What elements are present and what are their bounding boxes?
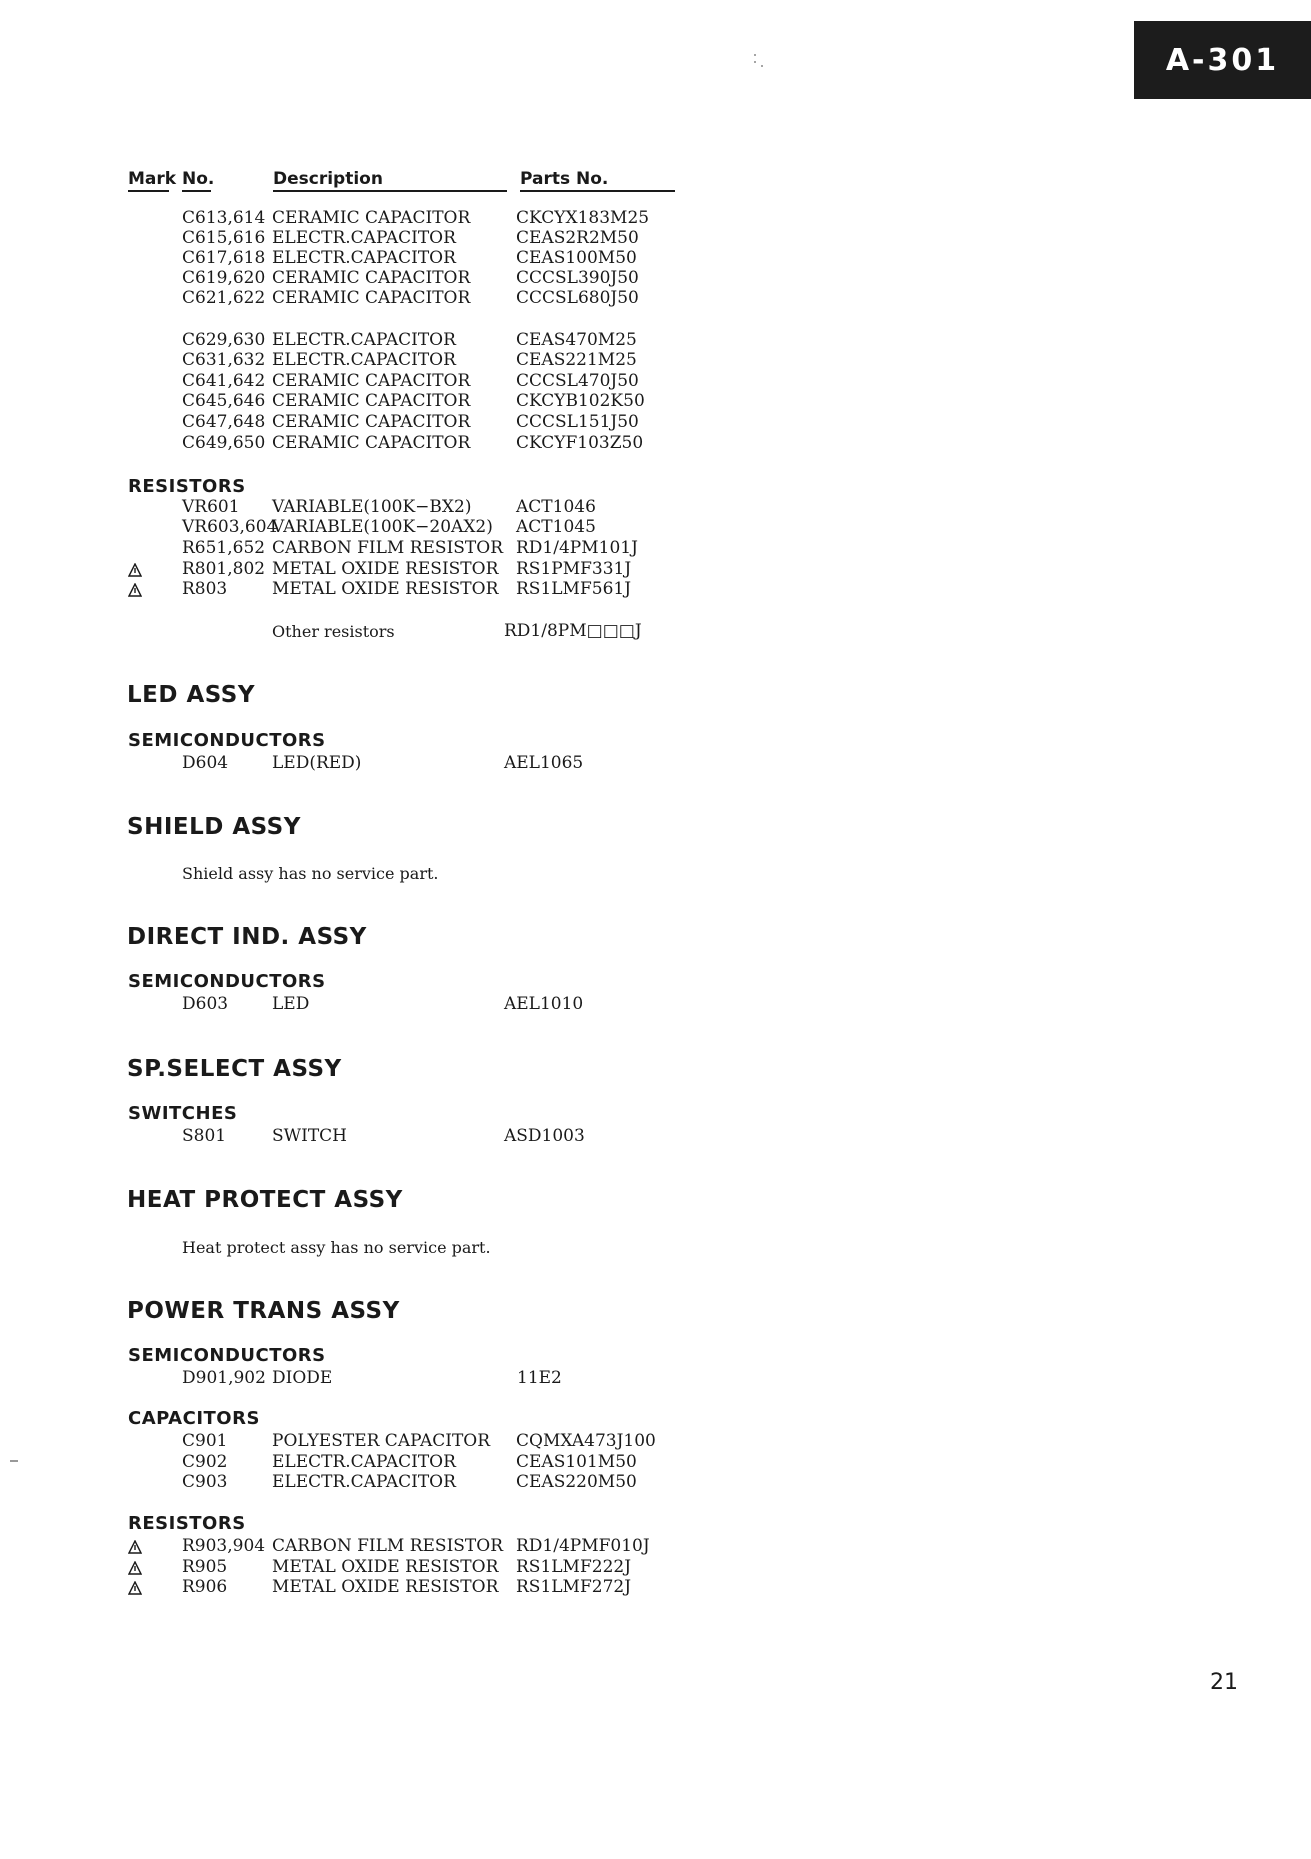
part-description: VARIABLE(100K−20AX2) bbox=[272, 517, 493, 537]
part-no: C645,646 bbox=[182, 391, 266, 411]
category-heading: SEMICONDUCTORS bbox=[128, 1345, 326, 1366]
part-number: RS1PMF331J bbox=[516, 559, 632, 579]
part-number: ASD1003 bbox=[504, 1126, 585, 1146]
part-no: R651,652 bbox=[182, 538, 266, 558]
part-number: RS1LMF222J bbox=[516, 1557, 632, 1577]
part-description: CERAMIC CAPACITOR bbox=[272, 391, 471, 411]
part-description: LED bbox=[272, 994, 310, 1014]
safety-warning-icon bbox=[128, 1539, 142, 1558]
header-underline-no bbox=[182, 190, 211, 192]
part-description: DIODE bbox=[272, 1368, 333, 1388]
part-description: CERAMIC CAPACITOR bbox=[272, 412, 471, 432]
header-underline-description bbox=[273, 190, 507, 192]
part-number: CCCSL151J50 bbox=[516, 412, 639, 432]
assy-heading-led: LED ASSY bbox=[127, 682, 256, 708]
part-description: SWITCH bbox=[272, 1126, 348, 1146]
part-description: CERAMIC CAPACITOR bbox=[272, 288, 471, 308]
part-no: D901,902 bbox=[182, 1368, 266, 1388]
part-description: CERAMIC CAPACITOR bbox=[272, 268, 471, 288]
part-number: CCCSL680J50 bbox=[516, 288, 639, 308]
part-no: VR601 bbox=[182, 497, 240, 517]
assy-heading-shield: SHIELD ASSY bbox=[127, 814, 301, 840]
part-no: C902 bbox=[182, 1452, 228, 1472]
part-number: AEL1065 bbox=[504, 753, 584, 773]
category-heading: CAPACITORS bbox=[128, 1408, 260, 1429]
part-number: CEAS2R2M50 bbox=[516, 228, 639, 248]
part-description: METAL OXIDE RESISTOR bbox=[272, 579, 499, 599]
part-no: C631,632 bbox=[182, 350, 266, 370]
part-number: CEAS221M25 bbox=[516, 350, 637, 370]
part-number: CKCYB102K50 bbox=[516, 391, 645, 411]
category-heading: SEMICONDUCTORS bbox=[128, 730, 326, 751]
part-number: CEAS101M50 bbox=[516, 1452, 637, 1472]
part-number: CCCSL390J50 bbox=[516, 268, 639, 288]
assy-heading-direct-ind: DIRECT IND. ASSY bbox=[127, 924, 367, 950]
model-badge: A-301 bbox=[1134, 21, 1311, 99]
safety-warning-icon bbox=[128, 1560, 142, 1579]
part-description: ELECTR.CAPACITOR bbox=[272, 330, 456, 350]
part-description: ELECTR.CAPACITOR bbox=[272, 1472, 456, 1492]
part-no: C647,648 bbox=[182, 412, 266, 432]
header-no: No. bbox=[182, 169, 215, 189]
part-number: RD1/4PMF010J bbox=[516, 1536, 650, 1556]
category-heading: SEMICONDUCTORS bbox=[128, 971, 326, 992]
part-number: CEAS100M50 bbox=[516, 248, 637, 268]
part-no: C619,620 bbox=[182, 268, 266, 288]
part-description: CARBON FILM RESISTOR bbox=[272, 1536, 504, 1556]
header-underline-mark bbox=[128, 190, 169, 192]
no-service-note: Shield assy has no service part. bbox=[182, 864, 439, 883]
part-number: RS1LMF272J bbox=[516, 1577, 632, 1597]
part-no: C617,618 bbox=[182, 248, 266, 268]
category-heading: RESISTORS bbox=[128, 476, 246, 497]
part-no: D604 bbox=[182, 753, 229, 773]
header-mark: Mark bbox=[128, 169, 177, 189]
part-number: AEL1010 bbox=[504, 994, 584, 1014]
part-no: C615,616 bbox=[182, 228, 266, 248]
safety-warning-icon bbox=[128, 1580, 142, 1599]
part-description: VARIABLE(100K−BX2) bbox=[272, 497, 472, 517]
assy-heading-sp-select: SP.SELECT ASSY bbox=[127, 1056, 342, 1082]
part-description: CERAMIC CAPACITOR bbox=[272, 433, 471, 453]
part-no: R801,802 bbox=[182, 559, 266, 579]
part-no: R803 bbox=[182, 579, 228, 599]
part-number: CKCYF103Z50 bbox=[516, 433, 644, 453]
part-no: C641,642 bbox=[182, 371, 266, 391]
part-description: LED(RED) bbox=[272, 753, 362, 773]
part-no: D603 bbox=[182, 994, 229, 1014]
part-description: METAL OXIDE RESISTOR bbox=[272, 1577, 499, 1597]
part-number: CCCSL470J50 bbox=[516, 371, 639, 391]
part-description: POLYESTER CAPACITOR bbox=[272, 1431, 491, 1451]
part-description: CERAMIC CAPACITOR bbox=[272, 208, 471, 228]
part-description: ELECTR.CAPACITOR bbox=[272, 228, 456, 248]
scan-specks bbox=[752, 52, 766, 72]
no-service-note: Heat protect assy has no service part. bbox=[182, 1238, 491, 1257]
part-description: CERAMIC CAPACITOR bbox=[272, 371, 471, 391]
part-number: ACT1046 bbox=[516, 497, 596, 517]
part-number: RD1/4PM101J bbox=[516, 538, 638, 558]
part-no: C621,622 bbox=[182, 288, 266, 308]
part-description: CARBON FILM RESISTOR bbox=[272, 538, 504, 558]
part-number: RS1LMF561J bbox=[516, 579, 632, 599]
part-number: 11E2 bbox=[517, 1368, 562, 1388]
part-description: METAL OXIDE RESISTOR bbox=[272, 559, 499, 579]
part-number: CKCYX183M25 bbox=[516, 208, 650, 228]
part-number: CQMXA473J100 bbox=[516, 1431, 656, 1451]
part-description: ELECTR.CAPACITOR bbox=[272, 1452, 456, 1472]
part-no: S801 bbox=[182, 1126, 227, 1146]
part-no: C613,614 bbox=[182, 208, 266, 228]
header-description: Description bbox=[273, 169, 383, 189]
part-description: METAL OXIDE RESISTOR bbox=[272, 1557, 499, 1577]
part-number: CEAS470M25 bbox=[516, 330, 637, 350]
page-number: 21 bbox=[1210, 1670, 1238, 1695]
part-no: R906 bbox=[182, 1577, 228, 1597]
part-no: R903,904 bbox=[182, 1536, 266, 1556]
part-number: CEAS220M50 bbox=[516, 1472, 637, 1492]
scan-speck bbox=[10, 1460, 18, 1462]
safety-warning-icon bbox=[128, 562, 142, 581]
other-resistors-label: Other resistors bbox=[272, 622, 395, 641]
assy-heading-power-trans: POWER TRANS ASSY bbox=[127, 1298, 400, 1324]
part-description: ELECTR.CAPACITOR bbox=[272, 350, 456, 370]
part-no: C629,630 bbox=[182, 330, 266, 350]
part-no: C903 bbox=[182, 1472, 228, 1492]
assy-heading-heat-protect: HEAT PROTECT ASSY bbox=[127, 1187, 403, 1213]
part-no: C901 bbox=[182, 1431, 228, 1451]
header-underline-parts-no bbox=[520, 190, 675, 192]
part-no: C649,650 bbox=[182, 433, 266, 453]
category-heading: SWITCHES bbox=[128, 1103, 238, 1124]
part-number: ACT1045 bbox=[516, 517, 596, 537]
part-no: VR603,604 bbox=[182, 517, 278, 537]
part-no: R905 bbox=[182, 1557, 228, 1577]
header-parts-no: Parts No. bbox=[520, 169, 609, 189]
safety-warning-icon bbox=[128, 582, 142, 601]
part-description: ELECTR.CAPACITOR bbox=[272, 248, 456, 268]
other-resistors-part: RD1/8PM□□□J bbox=[504, 621, 642, 641]
category-heading: RESISTORS bbox=[128, 1513, 246, 1534]
